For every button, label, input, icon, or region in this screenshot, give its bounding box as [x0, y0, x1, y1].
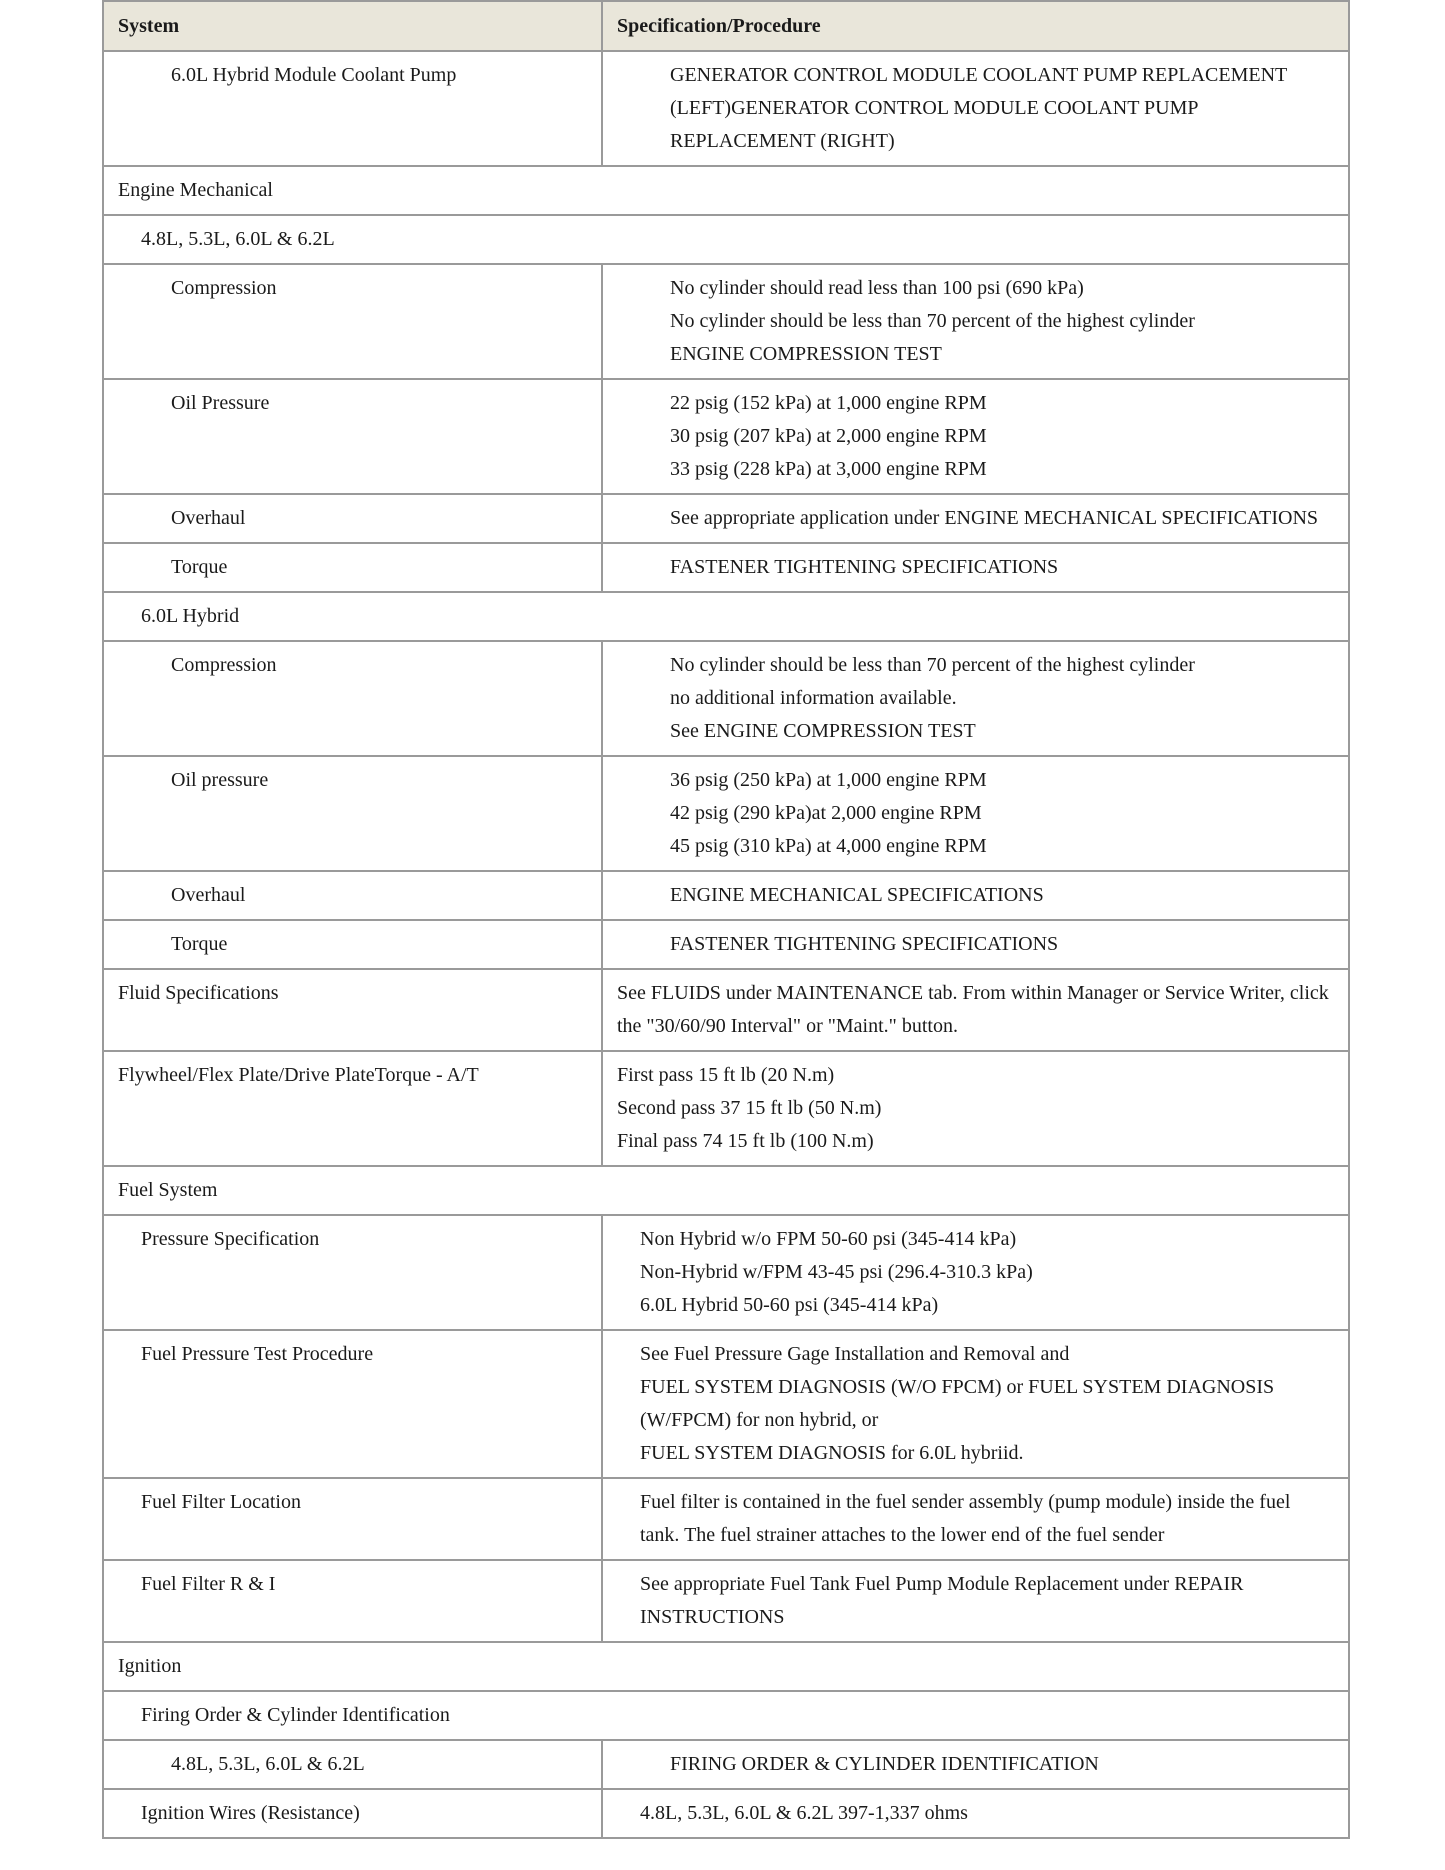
system-cell: Overhaul	[103, 494, 602, 543]
section-row	[103, 215, 1349, 264]
header-row	[103, 1, 1349, 51]
system-cell: Fuel Filter R & I	[103, 1560, 602, 1642]
specification-line: FIRING ORDER & CYLINDER IDENTIFICATION	[670, 1753, 1099, 1775]
specification-line: ENGINE MECHANICAL SPECIFICATIONS	[670, 884, 1044, 906]
specification-cell	[602, 969, 1349, 1051]
specification-line: First pass 15 ft lb (20 N.m)	[617, 1064, 835, 1086]
specification-cell	[602, 494, 1349, 543]
specification-cell	[602, 379, 1349, 494]
specification-line: See appropriate Fuel Tank Fuel Pump Module Replacement under REPAIR INSTRUCTIONS	[640, 1573, 1244, 1628]
table-row	[103, 1478, 1349, 1560]
specification-line: no additional information available.	[670, 687, 957, 709]
section-heading: Engine Mechanical	[103, 166, 1349, 215]
table-header	[103, 1, 1349, 51]
specification-cell	[602, 871, 1349, 920]
specification-line: 42 psig (290 kPa)at 2,000 engine RPM	[670, 802, 982, 824]
system-cell: Fuel Filter Location	[103, 1478, 602, 1560]
specification-line: 33 psig (228 kPa) at 3,000 engine RPM	[670, 458, 987, 480]
specification-line: 45 psig (310 kPa) at 4,000 engine RPM	[670, 835, 987, 857]
table-row	[103, 756, 1349, 871]
specification-line: Second pass 37 15 ft lb (50 N.m)	[617, 1097, 882, 1119]
specification-line: See FLUIDS under MAINTENANCE tab. From within Manager or Service Writer, click the "30/60/90 Interval" or "Maint." button.	[617, 982, 1329, 1037]
section-row	[103, 1642, 1349, 1691]
specifications-table	[102, 0, 1350, 1839]
specification-cell	[602, 264, 1349, 379]
table-row	[103, 379, 1349, 494]
specification-line: Final pass 74 15 ft lb (100 N.m)	[617, 1130, 874, 1152]
system-cell: Oil Pressure	[103, 379, 602, 494]
specification-line: 22 psig (152 kPa) at 1,000 engine RPM	[670, 392, 987, 414]
table-row	[103, 1215, 1349, 1330]
table-row	[103, 1330, 1349, 1478]
system-cell: 6.0L Hybrid Module Coolant Pump	[103, 51, 602, 166]
specification-line: See Fuel Pressure Gage Installation and Removal and	[640, 1343, 1070, 1365]
table-row	[103, 1740, 1349, 1789]
specification-line: Fuel filter is contained in the fuel sender assembly (pump module) inside the fuel tank. The fuel strainer attaches to the lower end of the fuel sender	[640, 1491, 1291, 1546]
column-header-specification: Specification/Procedure	[602, 1, 1349, 51]
system-cell: Pressure Specification	[103, 1215, 602, 1330]
system-cell: Torque	[103, 920, 602, 969]
table-row	[103, 920, 1349, 969]
specification-line: GENERATOR CONTROL MODULE COOLANT PUMP REPLACEMENT (LEFT)GENERATOR CONTROL MODULE COOLANT PUMP REPLACEMENT (RIGHT)	[670, 64, 1287, 152]
specification-cell	[602, 543, 1349, 592]
table-row	[103, 1789, 1349, 1838]
table-body	[103, 51, 1349, 1838]
system-cell: Torque	[103, 543, 602, 592]
specification-line: ENGINE COMPRESSION TEST	[670, 343, 942, 365]
specification-line: No cylinder should be less than 70 percent of the highest cylinder	[670, 654, 1195, 676]
system-cell: Fuel Pressure Test Procedure	[103, 1330, 602, 1478]
section-heading: 6.0L Hybrid	[103, 592, 1349, 641]
specification-line: Non-Hybrid w/FPM 43-45 psi (296.4-310.3 kPa)	[640, 1261, 1033, 1283]
specification-line: See ENGINE COMPRESSION TEST	[670, 720, 976, 742]
specification-line: See appropriate application under ENGINE MECHANICAL SPECIFICATIONS	[670, 507, 1319, 529]
specification-cell	[602, 1789, 1349, 1838]
table-row	[103, 543, 1349, 592]
specification-cell	[602, 756, 1349, 871]
specification-line: 6.0L Hybrid 50-60 psi (345-414 kPa)	[640, 1294, 939, 1316]
table-row	[103, 494, 1349, 543]
specification-line: FUEL SYSTEM DIAGNOSIS for 6.0L hybriid.	[640, 1442, 1024, 1464]
table-row	[103, 871, 1349, 920]
specification-line: Non Hybrid w/o FPM 50-60 psi (345-414 kPa)	[640, 1228, 1017, 1250]
specification-line: 36 psig (250 kPa) at 1,000 engine RPM	[670, 769, 987, 791]
system-cell: 4.8L, 5.3L, 6.0L & 6.2L	[103, 1740, 602, 1789]
column-header-system: System	[103, 1, 602, 51]
section-heading: Ignition	[103, 1642, 1349, 1691]
system-cell: Compression	[103, 641, 602, 756]
section-heading: 4.8L, 5.3L, 6.0L & 6.2L	[103, 215, 1349, 264]
specification-cell	[602, 1051, 1349, 1166]
specification-line: No cylinder should be less than 70 percent of the highest cylinder	[670, 310, 1195, 332]
system-cell: Ignition Wires (Resistance)	[103, 1789, 602, 1838]
table-row	[103, 1560, 1349, 1642]
specification-line: 30 psig (207 kPa) at 2,000 engine RPM	[670, 425, 987, 447]
specification-cell	[602, 1478, 1349, 1560]
system-cell: Oil pressure	[103, 756, 602, 871]
system-cell: Overhaul	[103, 871, 602, 920]
table-row	[103, 969, 1349, 1051]
specification-cell	[602, 1740, 1349, 1789]
specification-cell	[602, 641, 1349, 756]
section-heading: Firing Order & Cylinder Identification	[103, 1691, 1349, 1740]
table-row	[103, 641, 1349, 756]
table-row	[103, 51, 1349, 166]
system-cell: Fluid Specifications	[103, 969, 602, 1051]
specification-cell	[602, 51, 1349, 166]
specification-line: FASTENER TIGHTENING SPECIFICATIONS	[670, 933, 1059, 955]
section-row	[103, 166, 1349, 215]
section-row	[103, 1166, 1349, 1215]
specification-cell	[602, 1215, 1349, 1330]
table-row	[103, 1051, 1349, 1166]
specification-line: FUEL SYSTEM DIAGNOSIS (W/O FPCM) or FUEL SYSTEM DIAGNOSIS (W/FPCM) for non hybrid, or	[640, 1376, 1275, 1431]
specification-line: FASTENER TIGHTENING SPECIFICATIONS	[670, 556, 1059, 578]
specification-cell	[602, 920, 1349, 969]
table-row	[103, 264, 1349, 379]
specification-cell	[602, 1330, 1349, 1478]
section-row	[103, 592, 1349, 641]
system-cell: Compression	[103, 264, 602, 379]
system-cell: Flywheel/Flex Plate/Drive PlateTorque - A/T	[103, 1051, 602, 1166]
specification-line: 4.8L, 5.3L, 6.0L & 6.2L 397-1,337 ohms	[640, 1802, 968, 1824]
specification-line: No cylinder should read less than 100 psi (690 kPa)	[670, 277, 1084, 299]
specification-cell	[602, 1560, 1349, 1642]
section-heading: Fuel System	[103, 1166, 1349, 1215]
section-row	[103, 1691, 1349, 1740]
